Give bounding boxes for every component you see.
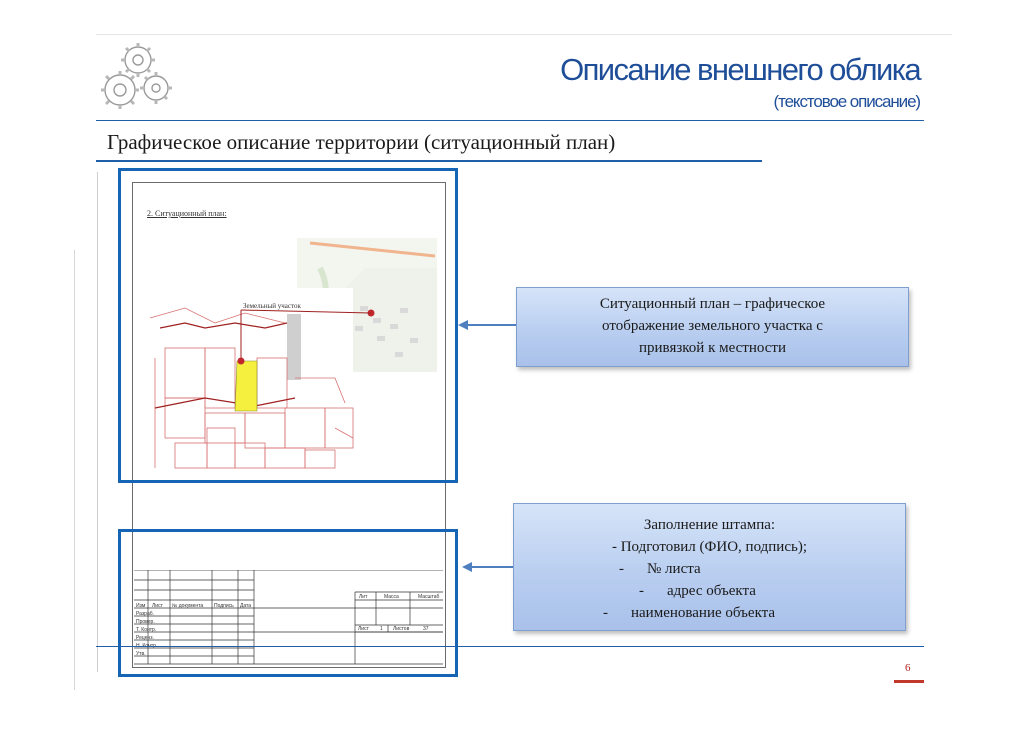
section-rule (96, 160, 762, 162)
stamp-sheet-value: 1 (380, 626, 383, 632)
plan-callout-line-2: отображение земельного участка с (602, 318, 823, 334)
stamp-header-izm: Изм (136, 603, 146, 609)
plan-callout (516, 287, 909, 367)
document-caption: 2. Ситуационный план: (147, 209, 227, 218)
map-label: Земельный участок (243, 302, 301, 310)
top-faint-rule (96, 34, 952, 35)
plan-callout-line-3: привязкой к местности (639, 340, 786, 356)
page-number: 6 (905, 662, 911, 674)
stamp-role-check: Провер. (136, 619, 155, 625)
stamp-callout-item-sheet: - № листа (619, 561, 701, 577)
gears-icon (98, 38, 178, 118)
scan-edge-left (74, 250, 75, 690)
stamp-callout-item-name: - наименование объекта (603, 605, 776, 621)
stamp-callout-item-address: - адрес объекта (639, 583, 756, 599)
page-number-underline (894, 680, 924, 683)
stamp-sheets-label: Листов (393, 626, 410, 632)
plan-callout-line-1: Ситуационный план – графическое (599, 296, 826, 312)
header-rule (96, 120, 924, 121)
section-title: Графическое описание территории (ситуационный план) (107, 130, 616, 154)
stamp-header-doc: № документа (172, 603, 204, 609)
slide-subtitle: (текстовое описание) (773, 92, 920, 111)
stamp-callout (513, 503, 906, 631)
arrow-to-plan-icon (456, 314, 520, 336)
stamp-mass: Масса (384, 594, 399, 600)
stamp-highlight-frame (118, 529, 458, 677)
stamp-sheets-value: 37 (423, 626, 429, 632)
stamp-role-review: Реценз. (136, 635, 154, 641)
footer-rule (96, 646, 924, 647)
scan-edge-left-2 (97, 172, 98, 672)
plan-highlight-frame (118, 168, 458, 483)
logo (98, 38, 178, 118)
stamp-sheet-label: Лист (358, 626, 369, 632)
stamp-role-approve: Утв. (136, 651, 146, 657)
stamp-header-list: Лист (152, 603, 163, 609)
arrow-to-stamp-icon (460, 556, 518, 578)
slide-title: Описание внешнего облика (560, 52, 920, 87)
stamp-callout-heading: Заполнение штампа: (643, 517, 776, 533)
stamp-header-sign: Подпись (214, 603, 234, 609)
stamp-lit: Лит (359, 594, 368, 600)
stamp-role-tcontrol: Т. Контр. (136, 627, 157, 633)
stamp-role-dev: Разраб. (136, 611, 155, 617)
stamp-callout-item-author: - Подготовил (ФИО, подпись); (611, 539, 807, 555)
stamp-header-date: Дата (240, 603, 252, 609)
stamp-scale: Масштаб (418, 594, 440, 600)
